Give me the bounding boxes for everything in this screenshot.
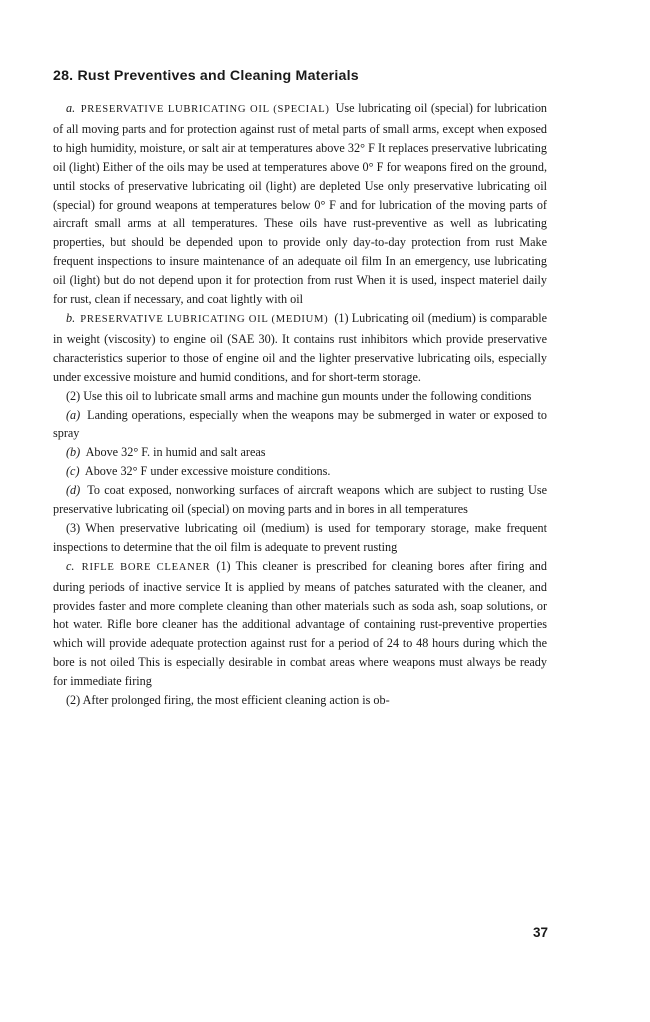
paragraph-text: Use lubricating oil (special) for lubrication of all moving parts and for protection against rust of metal parts of small arms, except when exposed to high humidity, moisture, or salt air at temperatures above 32° F It replaces preservative lubricating oil (light) Either of the oils may be used at temperatures above 0° F for weapons fired on the ground, until stocks of preservative lubricating oil (light) are depleted Use only preservative lubricating oil (special) for ground weapons at temperatures below 0° F and for lubrication of the moving parts of aircraft small arms at all temperatures. These oils have rust-preventive as well as lubricating properties, but should be depended upon to provide only day-to-day protection from rust Make frequent inspections to insure maintenance of an adequate oil film In an emergency, use lubricating oil (light) but do not depend upon it for protection from rust When it is used, inspect materiel daily for rust, clean if necessary, and coat lightly with oil: [53, 101, 548, 307]
paragraph-label: (a): [66, 407, 81, 422]
page-body: [53, 66, 547, 710]
paragraph-label: a.: [66, 101, 76, 115]
paragraph-c2: [53, 691, 547, 710]
paragraph-c: [53, 557, 547, 691]
paragraph-caption: PRESERVATIVE LUBRICATING OIL (MEDIUM): [80, 313, 329, 325]
paragraph-b2c: [53, 462, 547, 481]
paragraph-label: b.: [66, 310, 76, 325]
paragraph-label: c.: [66, 558, 75, 573]
paragraph-b2b: [53, 443, 547, 462]
paragraph-b3: [53, 519, 547, 557]
paragraph-label: (c): [66, 464, 80, 479]
paragraph-caption: PRESERVATIVE LUBRICATING OIL (SPECIAL): [80, 104, 330, 115]
paragraph-b: [53, 309, 547, 387]
paragraph-text: To coat exposed, nonworking surfaces of aircraft weapons which are subject to rusting Use preservative lubricating oil (special) on moving parts and in bores in all temperatures: [53, 483, 548, 517]
paragraph-text: Above 32° F. in humid and salt areas: [85, 445, 266, 460]
paragraph-caption: RIFLE BORE CLEANER: [81, 561, 211, 573]
paragraph-b2d: [53, 481, 547, 519]
paragraph-b2a: [53, 406, 547, 444]
paragraph-b2: [53, 387, 547, 406]
paragraph-text: (2) After prolonged firing, the most efficient cleaning action is ob-: [66, 693, 390, 708]
paragraph-text: (1) Lubricating oil (medium) is comparable in weight (viscosity) to engine oil (SAE 30). It contains rust inhibitors which provide preservative characteristics superior to those of engine oil and the lighter preservative lubricating oils, especially under excessive moisture and humid conditions, and for short-term storage.: [53, 310, 548, 384]
section-heading: 28. Rust Preventives and Cleaning Materials: [53, 68, 359, 84]
paragraph-text: Landing operations, especially when the weapons may be submerged in water or exposed to spray: [53, 407, 547, 441]
paragraph-text: Above 32° F under excessive moisture conditions.: [84, 464, 331, 479]
paragraph-text: (2) Use this oil to lubricate small arms and machine gun mounts under the following conditions: [66, 388, 532, 403]
paragraph-label: (d): [66, 483, 81, 498]
paragraph-text: (1) This cleaner is prescribed for cleaning bores after firing and during periods of inactive service It is applied by means of patches saturated with the cleaner, and provides faster and more complete cleaning than other materials such as soda ash, soap solutions, or hot water. Rifle bore cleaner has the additional advantage of containing rust-preventive properties which will provide adequate protection against rust for a period of 24 to 48 hours during which the bore is not oiled This is especially desirable in combat areas where weapons must always be ready for immediate firing: [53, 558, 547, 689]
paragraph-a: [53, 99, 547, 309]
paragraph-text: (3) When preservative lubricating oil (medium) is used for temporary storage, make frequent inspections to determine that the oil film is adequate to prevent rusting: [53, 520, 547, 554]
page-number: 37: [532, 925, 548, 940]
paragraph-label: (b): [66, 445, 81, 460]
